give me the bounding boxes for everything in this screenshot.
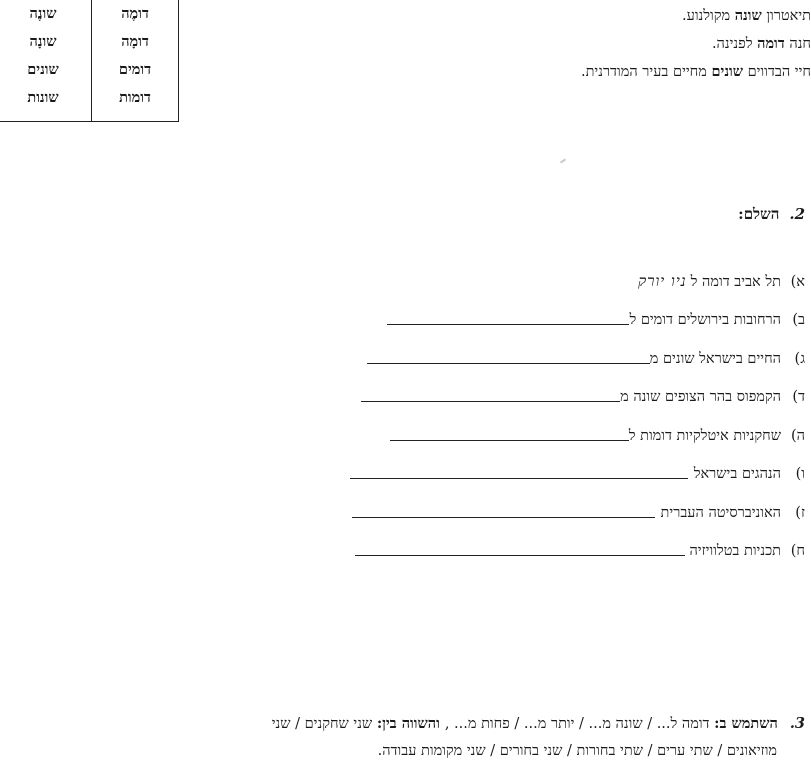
table-cell: שונֶה xyxy=(29,5,57,22)
list-item: א) תל אביב דומה ל ניו יורק xyxy=(638,271,805,290)
handwritten-answer: ניו יורק xyxy=(638,271,687,290)
answer-blank[interactable] xyxy=(390,439,629,441)
example-sentence: חנה דומה לפנינה. xyxy=(711,35,811,52)
list-item: ו) הנהגים בישראל xyxy=(165,445,805,484)
table-cell: שונות xyxy=(27,89,59,106)
answer-blank[interactable] xyxy=(367,362,650,364)
example-sentences xyxy=(351,2,811,86)
list-item: ז) האוניברסיטה העברית xyxy=(165,483,805,522)
list-item: ד) הקמפוס בהר הצופים שונה מ xyxy=(165,368,805,407)
vocabulary-table xyxy=(0,0,179,122)
list-item: ג) החיים בישראל שונים מ xyxy=(165,329,805,368)
example-sentence: חיי הבדווים שונים מחיים בעיר המודרנית. xyxy=(580,63,811,80)
table-cell: דומים xyxy=(118,61,152,78)
fill-in-list xyxy=(165,252,805,560)
section-2-heading: 2.השלם: xyxy=(738,205,805,223)
table-cell: שונים xyxy=(27,61,59,78)
answer-blank[interactable] xyxy=(355,554,685,556)
table-cell: דומָה xyxy=(121,33,149,50)
answer-blank[interactable] xyxy=(361,400,620,402)
table-cell: דומות xyxy=(119,89,151,106)
list-item: ב) הרחובות בירושלים דומים ל xyxy=(165,291,805,330)
scan-speck xyxy=(560,158,566,163)
answer-blank[interactable] xyxy=(352,516,655,518)
table-cell: שונָה xyxy=(29,33,57,50)
answer-blank[interactable] xyxy=(387,323,629,325)
list-item: ה) שחקניות איטלקיות דומות ל xyxy=(165,406,805,445)
section-3-instructions xyxy=(0,710,805,765)
section-3-line-1: 3.השתמש ב: דומה ל... / שונה מ... / יותר מ... / פחות מ... , והשווה בין: שני שחקנים / שני xyxy=(271,715,805,732)
table-cell: דומֶה xyxy=(121,5,149,22)
list-item: ח) תכניות בטלוויזיה xyxy=(165,522,805,561)
table-divider xyxy=(91,0,92,121)
answer-blank[interactable] xyxy=(350,477,688,479)
section-3-line-2: מוזיאונים / שתי ערים / שתי בחורות / שני בחורים / שני מקומות עבודה. xyxy=(377,743,777,759)
example-sentence: תיאטרון שונה מקולנוע. xyxy=(682,7,811,24)
